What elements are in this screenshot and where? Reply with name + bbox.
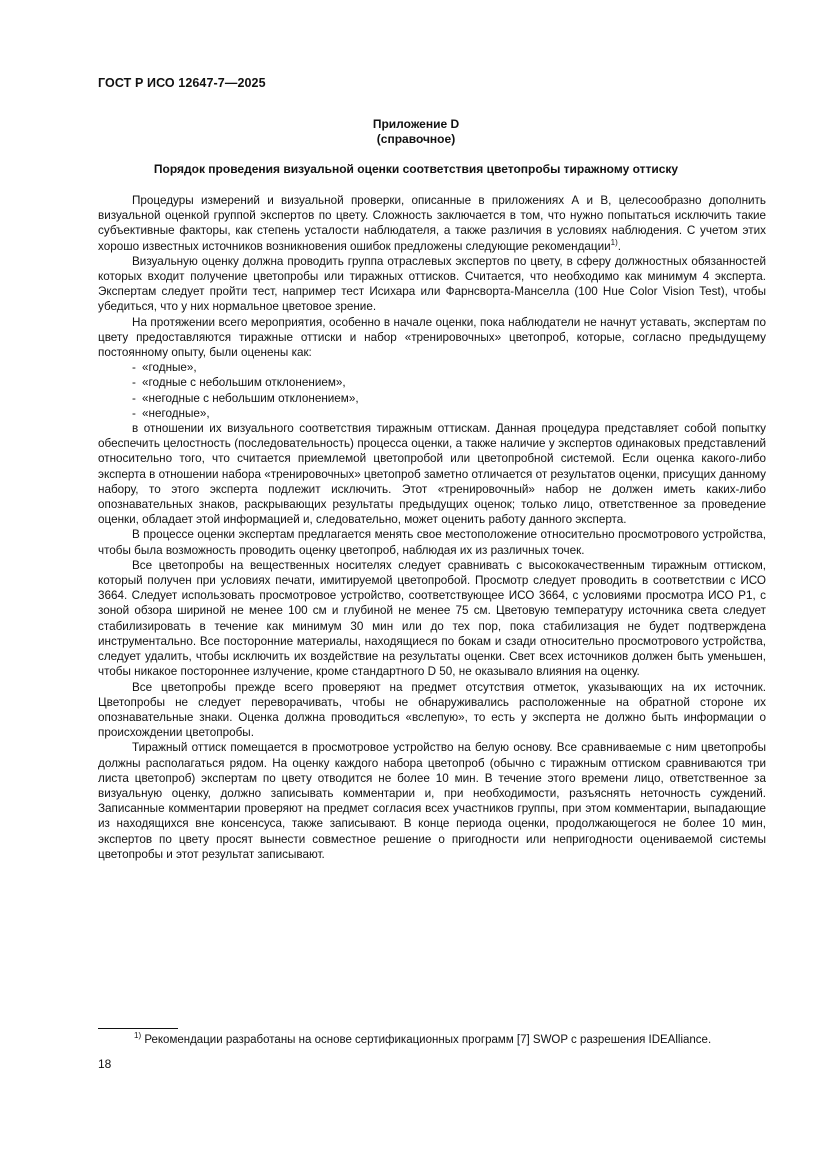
paragraph-6: Все цветопробы на вещественных носителях следует сравнивать с высококачественным тиражным оттиском, который получен при условиях печати, имитируемой цветопробой. Просмотр следует проводить в соответствии с ИСО 3664. Следует использовать просмотровое устройство, соответствующее ИСО 3664, с условиями просмотра ИСО Р1, с зоной обзора шириной не менее 100 см и глубиной не менее 75 см. Цветовую температуру источника света следует стабилизировать в течение как минимум 30 мин или до тех пор, пока стабилизация не будет подтверждена инструментально. Все посторонние материалы, находящиеся по бокам и сзади относительно просмотрового устройства, следует удалить, чтобы исключить их воздействие на результаты оценки. Свет всех источников должен быть уменьшен, чтобы никакое постороннее излучение, кроме стандартного D 50, не оказывало влияния на оценку. xyxy=(98,558,766,679)
list-dash: - xyxy=(132,376,136,390)
footnote-text: Рекомендации разработаны на основе сертификационных программ [7] SWOP с разрешения IDEAlliance. xyxy=(144,1034,712,1046)
footnote-reference: 1) xyxy=(610,237,618,247)
annex-heading xyxy=(98,117,734,147)
footnote xyxy=(134,1031,712,1046)
rating-list xyxy=(98,360,766,421)
paragraph-1-end: . xyxy=(617,239,622,253)
list-item xyxy=(98,406,766,421)
page-number: 18 xyxy=(98,1057,112,1071)
body-text xyxy=(98,193,766,862)
paragraph-2: Визуальную оценку должна проводить группа отраслевых экспертов по цвету, в сферу должностных обязанностей которых входит получение цветопробы или тиражных оттисков. Считается, что необходимо как минимум 4 эксперта. Экспертам следует пройти тест, например тест Исихара или Фарнсворта-Манселла (100 Hue Color Vision Test), чтобы убедиться, что у них нормальное цветовое зрение. xyxy=(98,254,766,314)
paragraph-4: в отношении их визуального соответствия тиражным оттискам. Данная процедура представляет собой попытку обеспечить целостность (последовательность) процесса оценки, а также наличие у экспертов одинаковых представлений относительно того, что считается приемлемой цветопробой или цветопробной системой. Если оценка какого-либо эксперта в отношении набора «тренировочных» цветопроб заметно отличается от результатов оценки, присущих данному набору, то этого эксперта подлежит исключить. Этот «тренировочный» набор не должен иметь каких-либо опознавательных знаков, раскрывающих результаты предыдущих оценок; только лицо, ответственное за проведение оценки, обладает этой информацией и, следовательно, может оценить работу данного эксперта. xyxy=(98,422,766,527)
list-dash: - xyxy=(132,391,136,405)
paragraph-3: На протяжении всего мероприятия, особенно в начале оценки, пока наблюдатели не начнут уставать, экспертам по цвету предоставляются тиражные оттиски и набор «тренировочных» цветопроб, которые, согласно предыдущему постоянному опыту, были оценены как: xyxy=(98,315,766,360)
paragraph-5: В процессе оценки экспертам предлагается менять свое местоположение относительно просмотрового устройства, чтобы была возможность проводить оценку цветопроб, наблюдая их из различных точек. xyxy=(98,528,766,557)
paragraph-1 xyxy=(98,193,766,254)
list-dash: - xyxy=(132,361,136,375)
paragraph-8: Тиражный оттиск помещается в просмотровое устройство на белую основу. Все сравниваемые с ним цветопробы должны располагаться рядом. На оценку каждого набора цветопроб (обычно с тиражным оттиском сравниваются три листа цветопроб) экспертам по цвету отводится не более 10 мин. В течение этого времени лицо, ответственное за визуальную оценку, должно записывать комментарии и, при необходимости, разъяснять неточность суждений. Записанные комментарии проверяют на предмет согласия всех участников группы, при этом комментарии, выпадающие из находящихся вне консенсуса, также записывают. В конце периода оценки, продолжающегося не более 10 мин, экспертов по цвету просят вынести совместное решение о пригодности или непригодности оцениваемой системы цветопробы и этот результат записывают. xyxy=(98,741,766,861)
footnote-marker: 1) xyxy=(134,1031,142,1040)
annex-title: Порядок проведения визуальной оценки соответствия цветопробы тиражному оттиску xyxy=(153,162,679,176)
list-item xyxy=(98,360,766,375)
list-item-text: «негодные с небольшим отклонением», xyxy=(142,391,359,405)
standard-header: ГОСТ Р ИСО 12647-7—2025 xyxy=(98,76,266,90)
paragraph-7: Все цветопробы прежде всего проверяют на предмет отсутствия отметок, указывающих на их источник. Цветопробы не следует переворачивать, чтобы не обнаруживались расположенные на обратной стороне их опознавательные знаки. Оценка должна проводиться «вслепую», то есть у эксперта не должно быть информации о происхождении цветопробы. xyxy=(98,680,766,740)
annex-label: Приложение D xyxy=(372,117,460,131)
annex-status: (справочное) xyxy=(376,132,456,146)
list-item xyxy=(98,375,766,390)
list-item xyxy=(98,391,766,406)
list-dash: - xyxy=(132,406,136,420)
list-item-text: «негодные», xyxy=(142,406,210,420)
paragraph-1-text: Процедуры измерений и визуальной проверки, описанные в приложениях А и В, целесообразно дополнить визуальной оценкой группой экспертов по цвету. Сложность заключается в том, что нужно попытаться исключить такие субъективные факторы, как степень усталости наблюдателя, а также различия в условиях наблюдения. С учетом этих хорошо известных источников возникновения ошибок предложены следующие рекомендации xyxy=(98,194,766,253)
list-item-text: «годные с небольшим отклонением», xyxy=(142,376,346,390)
list-item-text: «годные», xyxy=(142,361,197,375)
footnote-divider xyxy=(98,1028,178,1029)
